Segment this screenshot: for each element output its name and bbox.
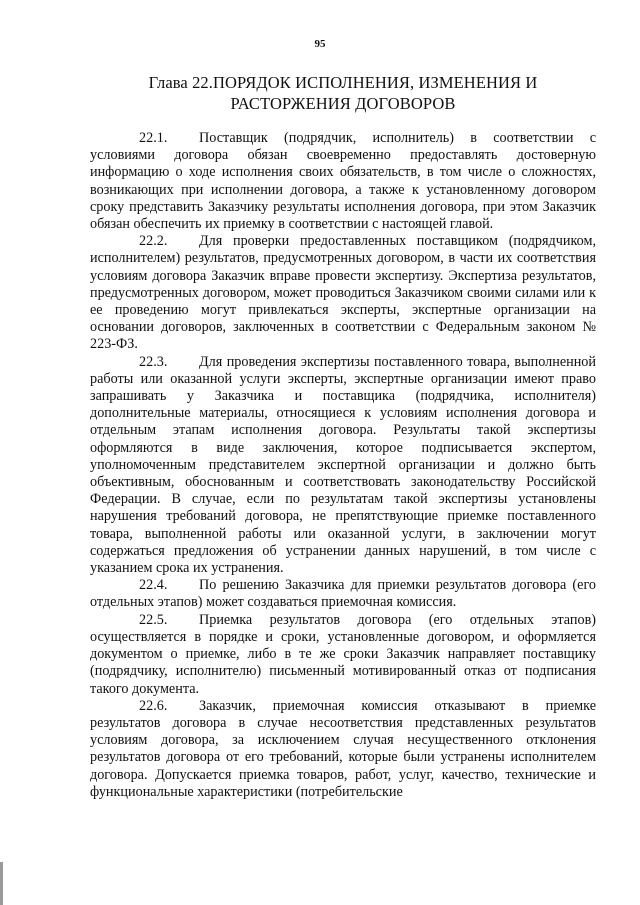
paragraph-number: 22.6. xyxy=(139,697,168,714)
paragraph-text: Поставщик (подрядчик, исполнитель) в соответствии с условиями договора обязан своевременно предоставлять достоверную информацию о ходе исполнения своих обязательств, в том числе о сложностях, возникающих при исполнении договора, а также к установленному договором сроку представить Заказчику результаты исполнения договора, при этом Заказчик обязан обеспечить их приемку в соответствии с настоящей главой. xyxy=(90,130,596,233)
paragraph-22-4 xyxy=(90,577,596,611)
paragraph-number: 22.3. xyxy=(139,353,168,370)
paragraph-text: Заказчик, приемочная комиссия отказывают в приемке результатов договора в случае несоответствия представленных результатов условиям договора, за исключением случая несущественного отклонения результатов договора от его требований, которые были устранены исполнителем договора. Допускается приемка товаров, работ, услуг, качество, технические и функциональные характеристики (потребительские xyxy=(90,697,596,800)
paragraph-22-5 xyxy=(90,612,596,698)
paragraph-text: Для проведения экспертизы поставленного товара, выполненной работы или оказанной услуги эксперты, экспертные организации имеют право запрашивать у Заказчика и поставщика (подрядчика, исполнителя) дополнительные материалы, относящиеся к условиям исполнения договора и отдельным этапам исполнения договора. Результаты такой экспертизы оформляются в виде заключения, которое подписывается экспертом, уполномоченным представителем экспертной организации и должно быть объективным, обоснованным и соответствовать законодательству Российской Федерации. В случае, если по результатам такой экспертизы установлены нарушения требований договора, не препятствующие приемке поставленного товара, выполненной работы или оказанной услуги, в заключении могут содержаться предложения об устранении данных нарушений, в том числе с указанием срока их устранения. xyxy=(90,353,596,577)
paragraph-22-1 xyxy=(90,130,596,233)
page-number: 95 xyxy=(314,38,326,50)
paragraph-number: 22.2. xyxy=(139,233,168,250)
paragraph-22-2 xyxy=(90,233,596,353)
paragraph-text: Для проверки предоставленных поставщиком (подрядчиком, исполнителем) результатов, предусмотренных договором, в части их соответствия условиям договора Заказчик вправе провести экспертизу. Экспертиза результатов, предусмотренных договором, может проводиться Заказчиком своими силами или к ее проведению могут привлекаться эксперты, экспертные организации на основании договоров, заключенных в соответствии с Федеральным законом № 223-ФЗ. xyxy=(90,233,596,353)
chapter-title: Глава 22.ПОРЯДОК ИСПОЛНЕНИЯ, ИЗМЕНЕНИЯ И РАСТОРЖЕНИЯ ДОГОВОРОВ xyxy=(148,73,538,113)
paragraph-22-6 xyxy=(90,698,596,801)
paragraph-number: 22.5. xyxy=(139,611,168,628)
paragraph-22-3 xyxy=(90,354,596,578)
scan-edge-mark xyxy=(0,862,3,905)
paragraph-text: Приемка результатов договора (его отдельных этапов) осуществляется в порядке и сроки, установленные договором, и оформляется документом о приемке, либо в те же сроки Заказчик направляет поставщику (подрядчику, исполнителю) письменный мотивированный отказ от подписания такого документа. xyxy=(90,611,596,697)
paragraph-number: 22.1. xyxy=(139,130,168,146)
paragraph-number: 22.4. xyxy=(139,577,168,594)
document-body xyxy=(90,130,596,801)
paragraph-text: По решению Заказчика для приемки результатов договора (его отдельных этапов) может создаваться приемочная комиссия. xyxy=(90,577,596,611)
